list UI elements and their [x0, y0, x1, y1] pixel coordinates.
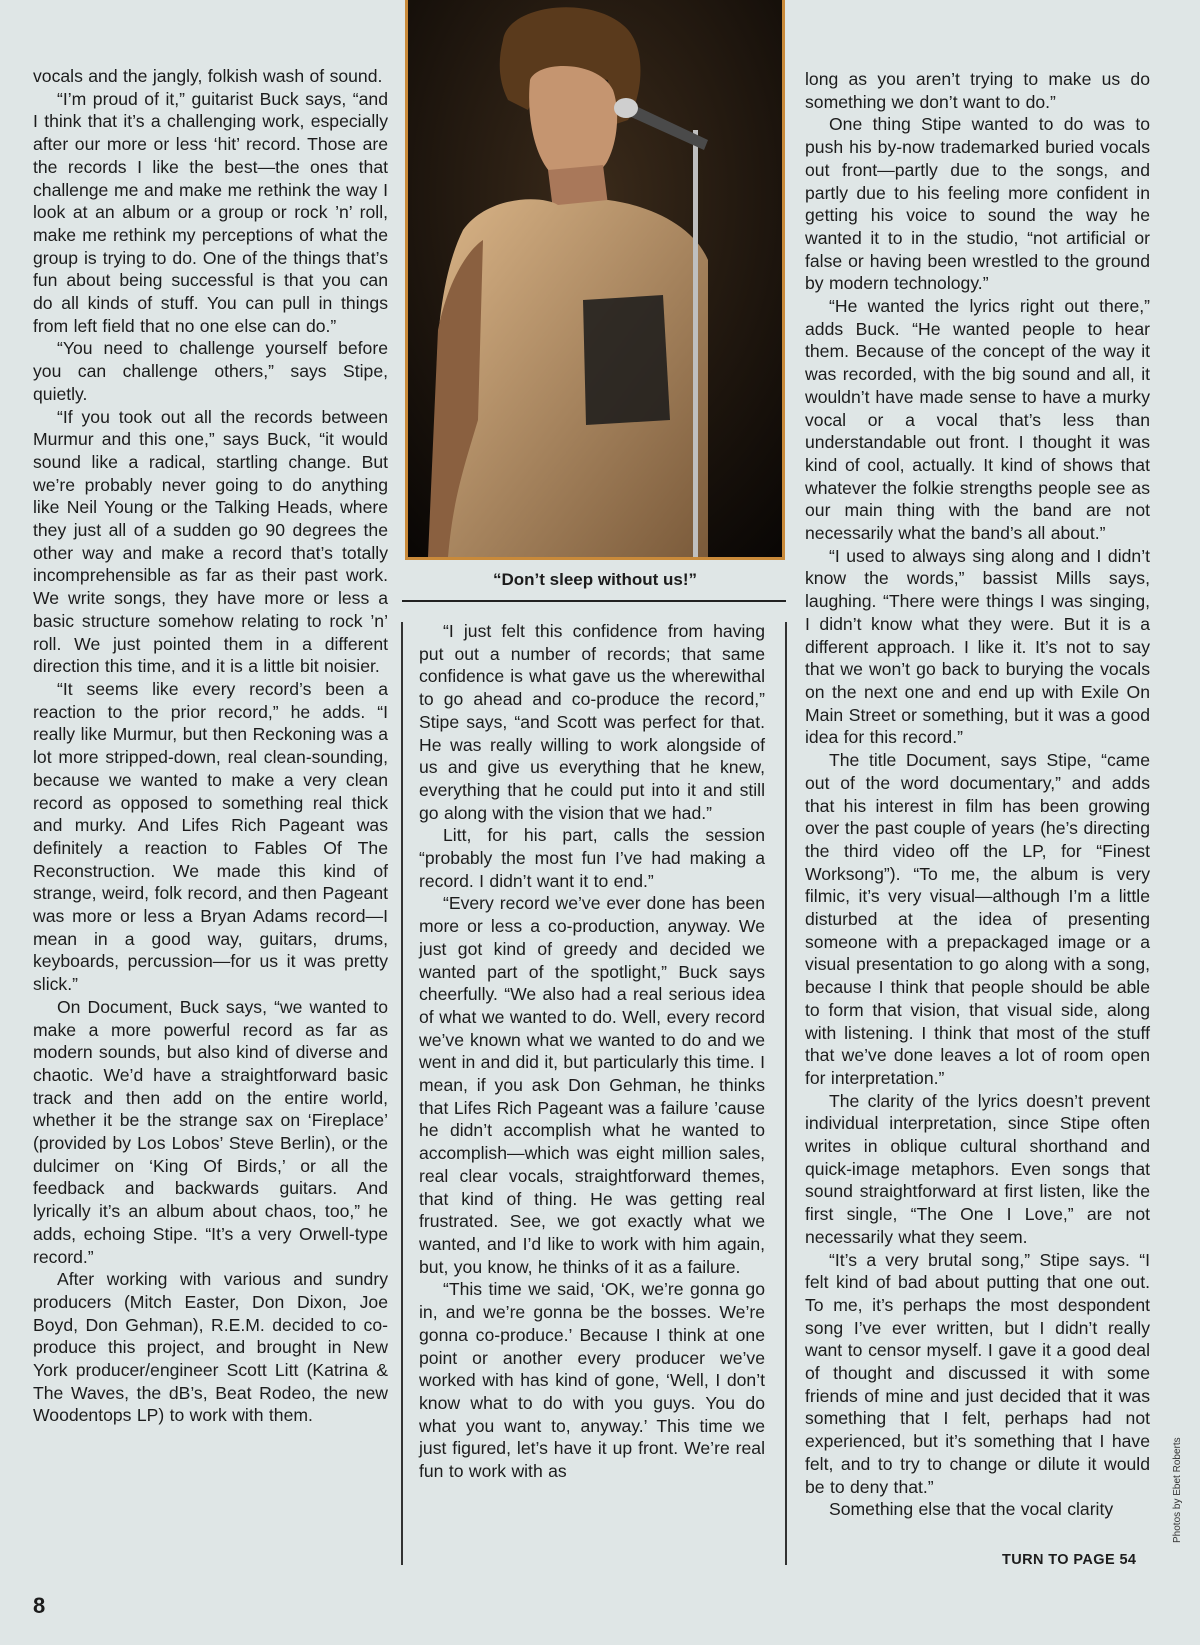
paragraph: “It seems like every record’s been a reaction to the prior record,” he adds. “I really like Murmur, but then Reckoning was a lot more stripped-down, real clean-sounding, because we wanted to make a very clean record as opposed to something real thick and murky. And Lifes Rich Pageant was definitely a reaction to Fables Of The Reconstruction. We made this kind of strange, weird, folk record, and then Pageant was more or less a Bryan Adams record—I mean in a good way, guitars, drums, keyboards, percussion—for us it was pretty slick.”: [33, 678, 388, 995]
photo-singer-at-microphone-icon: [408, 0, 782, 557]
paragraph: One thing Stipe wanted to do was to push his by-now trademarked buried vocals out front—partly due to the songs, and partly due to his feeling more confident in getting his voice to sound the way he wanted it to in the studio, “not artificial or false or having been wrestled to the ground by modern technology.”: [805, 114, 1150, 294]
article-column-1: [33, 65, 388, 1427]
page-number: 8: [33, 1593, 46, 1618]
paragraph: “This time we said, ‘OK, we’re gonna go in, and we’re gonna be the bosses. We’re gonna co-produce.’ Because I think at one point or another every producer we’ve worked with has kind of gone, ‘Well, I don’t know what to do with you guys. You do what you want to, anyway.’ This time we just figured, let’s have it up front. We’re real fun to work with as: [419, 1279, 765, 1482]
paragraph: “If you took out all the records between Murmur and this one,” says Buck, “it would sound like a radical, startling change. But we’re probably never going to do anything like Neil Young or the Talking Heads, where they just all of a sudden go 90 degrees the other way and make a record that’s totally incomprehensible as far as their past work. We write songs, they have more or less a basic structure somehow relating to rock ’n’ roll. We just pointed them in a different direction this time, and it is a little bit noisier.: [33, 406, 388, 677]
paragraph: Something else that the vocal clarity: [829, 1499, 1114, 1520]
continued-on-label: TURN TO PAGE 54: [1002, 1552, 1137, 1568]
photo-caption: “Don’t sleep without us!”: [493, 570, 697, 589]
paragraph: “I’m proud of it,” guitarist Buck says, “and I think that it’s a challenging work, especially after our more or less ‘hit’ record. Those are the records I like the best—the ones that challenge me and make me rethink the way I look at an album or a group or rock ’n’ roll, make me rethink my perceptions of what the group is trying to do. One of the things that’s fun about being successful is that you can do all kinds of stuff. You can pull in things from left field that no one else can do.”: [33, 88, 388, 336]
paragraph: “You need to challenge yourself before you can challenge others,” says Stipe, quietly.: [33, 338, 388, 404]
paragraph: The title Document, says Stipe, “came out of the word documentary,” and adds that his interest in film has been growing over the past couple of years (he’s directing the third video off the LP, for “Finest Worksong”). “To me, the album is very filmic, it’s very visual—although I’m a little disturbed at the idea of presenting someone with a prepackaged image or a visual presentation to go along with a song, because I think that people should be able to form that vision, that visual side, along with listening. I think that most of the stuff that we’ve done leaves a lot of room open for interpretation.”: [805, 750, 1150, 1088]
paragraph: long as you aren’t trying to make us do something we don’t want to do.”: [805, 69, 1150, 112]
photo-credit: Photos by Ebet Roberts: [1172, 1437, 1183, 1543]
article-column-3: [805, 68, 1150, 1521]
paragraph: Litt, for his part, calls the session “probably the most fun I’ve had making a record. I didn’t want it to end.”: [419, 825, 765, 891]
column-divider-right: [785, 622, 787, 1565]
concert-photo: [405, 0, 785, 560]
article-column-2: [419, 620, 765, 1483]
paragraph: vocals and the jangly, folkish wash of sound.: [33, 66, 383, 86]
paragraph: On Document, Buck says, “we wanted to make a more powerful record as far as modern sounds, but also kind of diverse and chaotic. We’d have a straightforward basic track and then add on the entire world, whether it be the strange sax on ‘Fireplace’ (provided by Los Lobos’ Steve Berlin), or the dulcimer on ‘King Of Birds,’ or all the feedback and backwards guitars. And lyrically it’s an album about chaos, too,” he adds, echoing Stipe. “It’s a very Orwell-type record.”: [33, 996, 388, 1267]
paragraph: After working with various and sundry producers (Mitch Easter, Don Dixon, Joe Boyd, Don Gehman), R.E.M. decided to co-produce this project, and brought in New York producer/engineer Scott Litt (Katrina & The Waves, the dB’s, Beat Rodeo, the new Woodentops LP) to work with them.: [33, 1269, 388, 1426]
paragraph: “He wanted the lyrics right out there,” adds Buck. “He wanted people to hear them. Because of the concept of the way it was recorded, with the big sound and all, it wouldn’t have made sense to have a murky vocal or a vocal that’s less than understandable out front. I thought it was kind of cool, actually. It kind of shows that whatever the folkie strengths people see as our main thing with the band are not necessarily what the band’s all about.”: [805, 296, 1150, 544]
paragraph: “It’s a very brutal song,” Stipe says. “I felt kind of bad about putting that one out. To me, it’s perhaps the most despondent song I’ve ever written, but I didn’t really want to censor myself. I gave it a good deal of thought and discussed it with some friends of mine and just decided that it was something that I felt, perhaps had not experienced, but it’s something that I have felt, and to try to change or dilute it would be to deny that.”: [805, 1249, 1150, 1497]
paragraph: “I just felt this confidence from having put out a number of records; that same confidence is what gave us the wherewithal to go ahead and co-produce the record,” Stipe says, “and Scott was perfect for that. He was really willing to work alongside of us and give us everything that he knew, everything that he could put into it and still go along with the vision that we had.”: [419, 621, 765, 823]
paragraph: “Every record we’ve ever done has been more or less a co-production, anyway. We just got kind of greedy and decided we wanted part of the spotlight,” Buck says cheerfully. “We also had a real serious idea of what we wanted to do. Well, every record we’ve known what we wanted to do and we went in and did it, but particularly this time. I mean, if you ask Don Gehman, he thinks that Lifes Rich Pageant was a failure ’cause he didn’t accomplish what he wanted to accomplish—which was eight million sales, real clear vocals, straightforward themes, that kind of thing. He was getting real frustrated. See, we got exactly what we wanted, and I’d like to work with him again, but, you know, he thinks of it as a failure.: [419, 893, 765, 1277]
paragraph: “I used to always sing along and I didn’t know the words,” bassist Mills says, laughing. “There were things I was singing, I didn’t know what they were. But it is a different approach. I like it. It’s not to say that we won’t go back to burying the vocals on the next one and end up with Exile On Main Street or something, but it was a good idea for this record.”: [805, 545, 1150, 748]
caption-divider: [402, 600, 786, 602]
column-divider-left: [401, 622, 403, 1565]
paragraph: The clarity of the lyrics doesn’t prevent individual interpretation, since Stipe often writes in oblique cultural shorthand and quick-image metaphors. Even songs that sound straightforward at first listen, like the first single, “The One I Love,” are not necessarily what they seem.: [805, 1090, 1150, 1247]
